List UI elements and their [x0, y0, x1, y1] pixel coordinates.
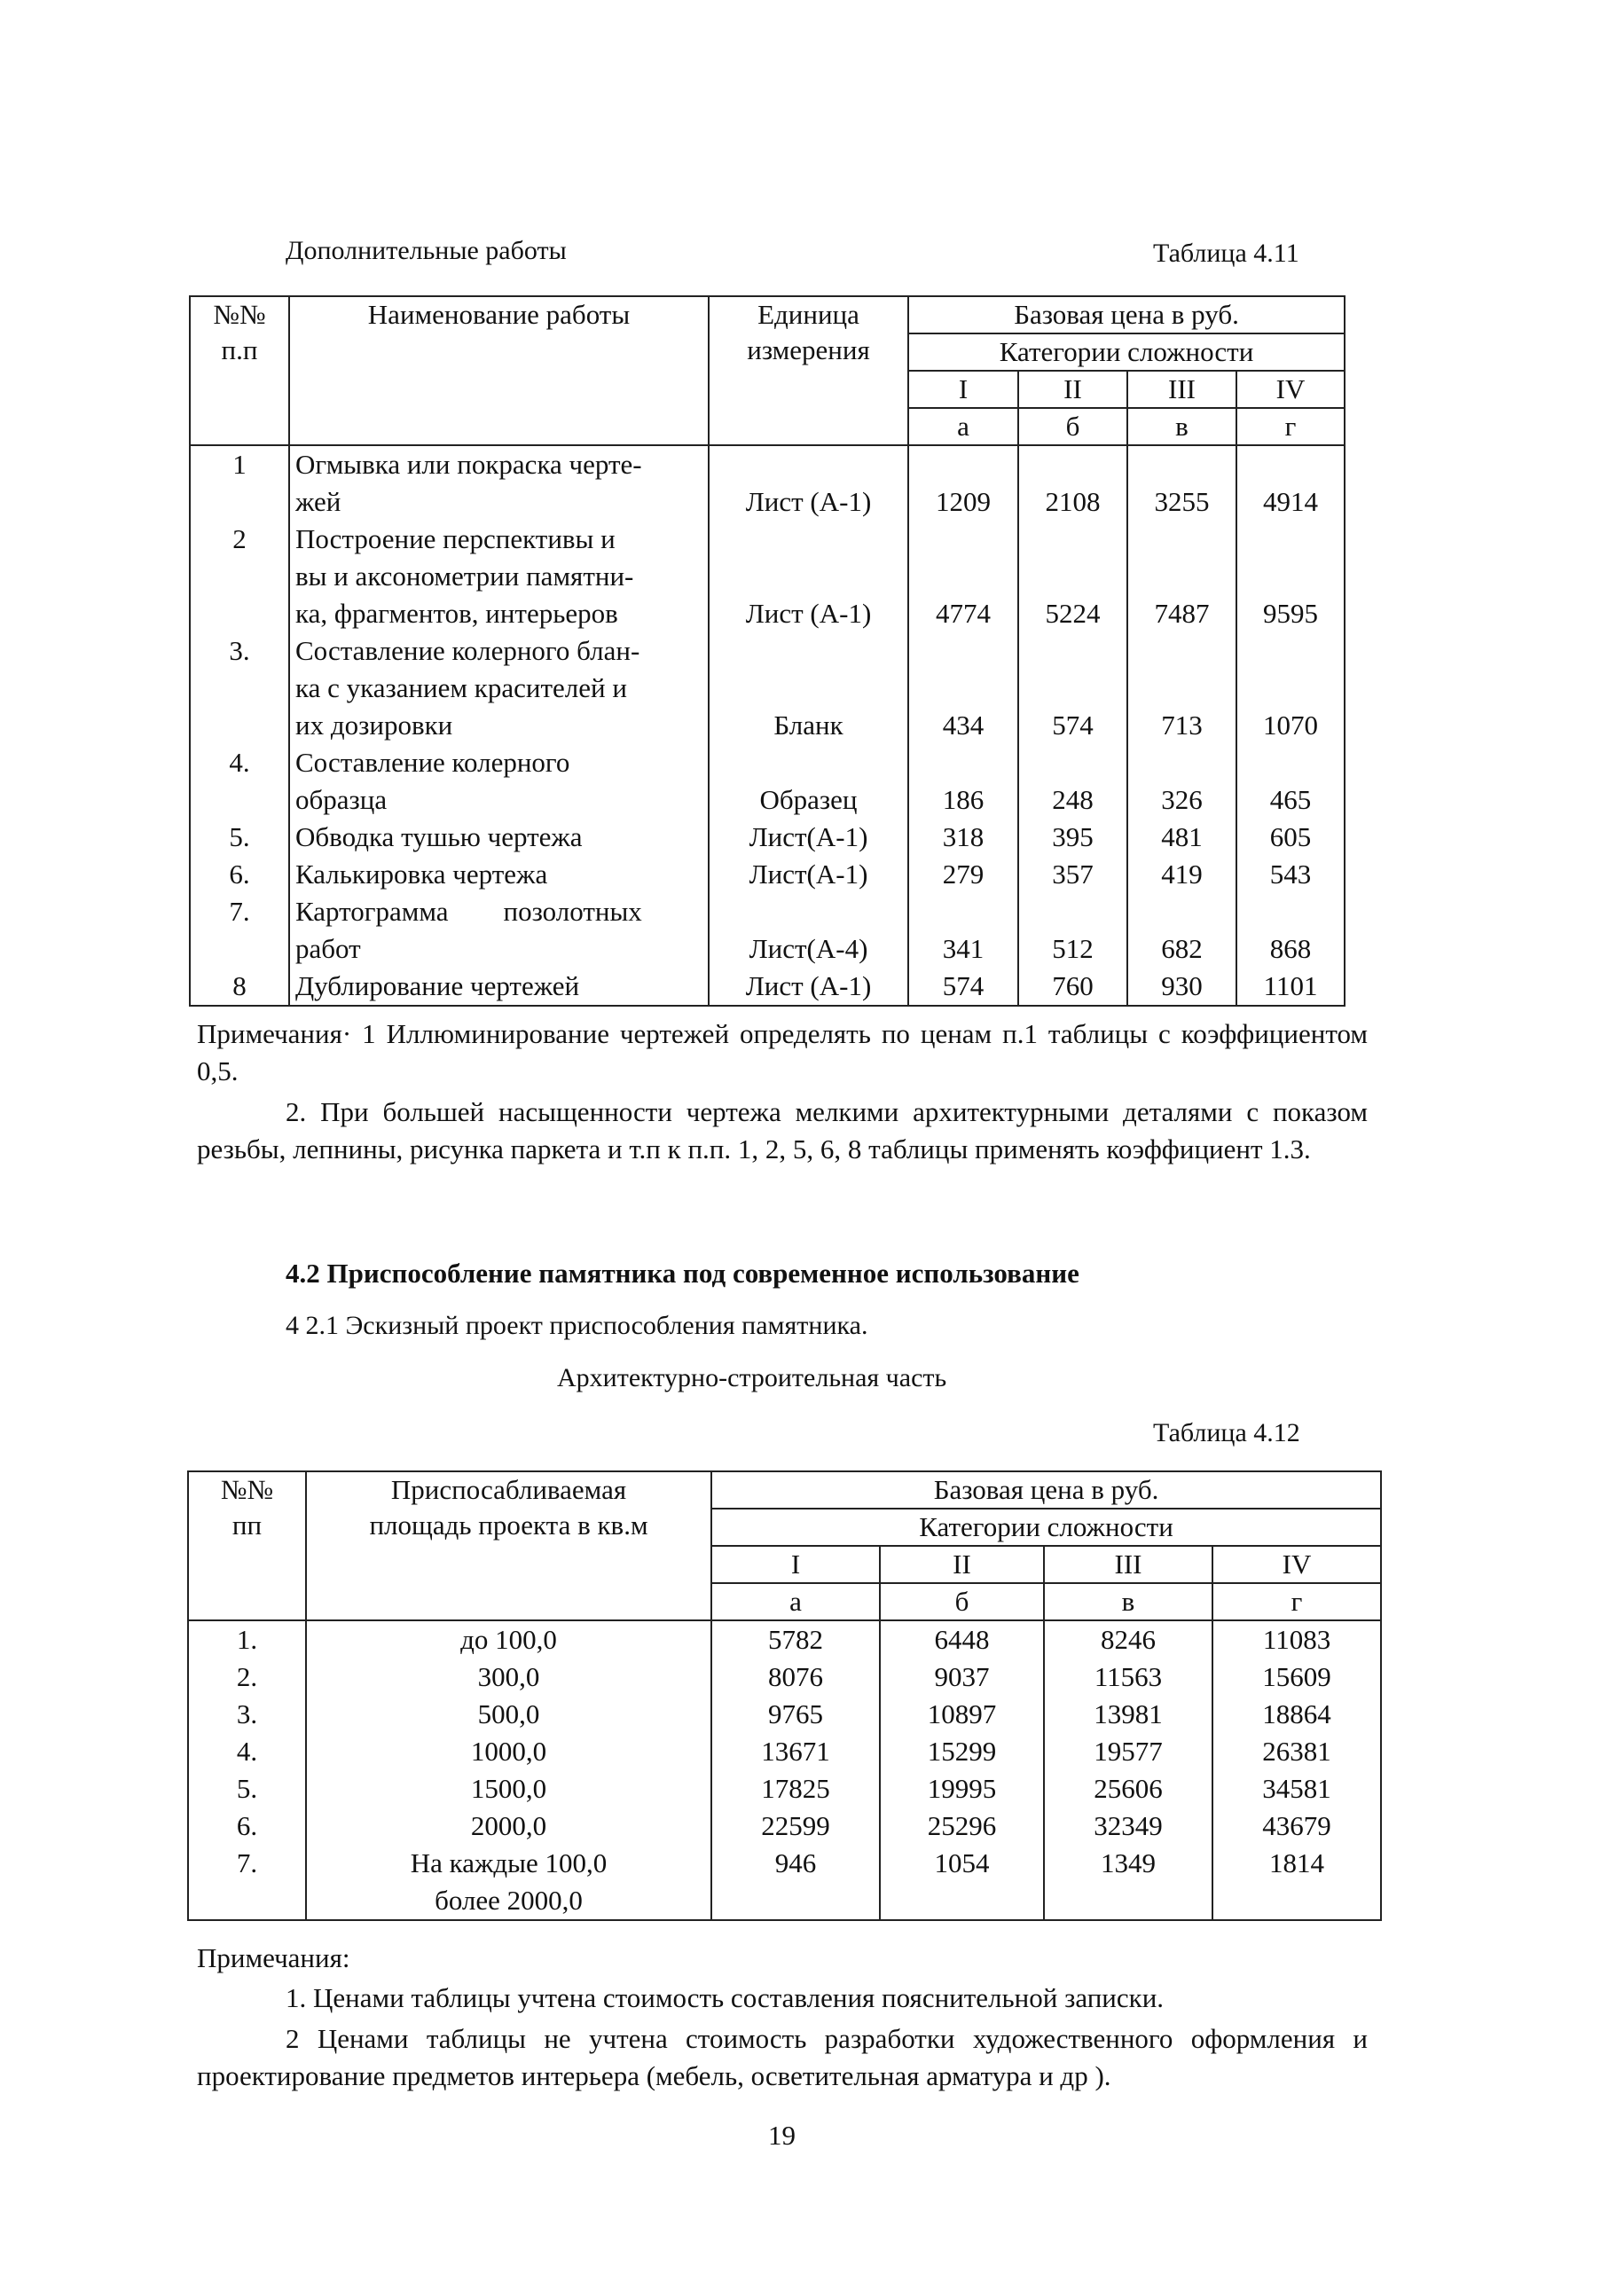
row-value-1: 946 [711, 1845, 880, 1920]
section-heading: 4.2 Приспособление памятника под современное использование [286, 1258, 1079, 1289]
row-number: 2. [188, 1658, 306, 1696]
table-4-11-title: Дополнительные работы [286, 236, 567, 265]
table-4-11-note-1: Примечания· 1 Иллюминирование чертежей определять по ценам п.1 таблицы с коэффициентом 0,5. [197, 1018, 1368, 1086]
row-number: 4. [188, 1733, 306, 1770]
row-unit: Лист (А-1) [709, 968, 908, 1006]
row-value-1: 279 [908, 856, 1018, 893]
header-category-1: I [711, 1546, 880, 1583]
row-name-line: работ [295, 933, 361, 964]
table-row [190, 819, 1345, 856]
row-value-1: 1209 [908, 445, 1018, 521]
table-4-11 [189, 295, 1345, 1007]
row-value-2: 248 [1018, 744, 1127, 819]
row-area-line: более 2000,0 [435, 1885, 583, 1916]
table-4-11-label: Таблица 4.11 [1153, 239, 1299, 268]
header-unit: Единица измерения [709, 296, 908, 445]
row-area [306, 1658, 711, 1696]
row-area [306, 1770, 711, 1807]
row-name [289, 744, 709, 819]
row-name-line: Картограмма позолотных [295, 896, 642, 927]
row-value-1: 13671 [711, 1733, 880, 1770]
row-name [289, 856, 709, 893]
row-area-line: На каждые 100,0 [410, 1847, 608, 1878]
row-number: 3. [190, 632, 289, 744]
row-value-3: 13981 [1044, 1696, 1212, 1733]
row-value-4: 868 [1236, 893, 1345, 968]
row-value-2: 574 [1018, 632, 1127, 744]
row-value-2: 1054 [880, 1845, 1044, 1920]
header-letter-3: в [1127, 408, 1236, 445]
table-row [190, 521, 1345, 632]
row-value-3: 7487 [1127, 521, 1236, 632]
table-4-12-notes-title: Примечания: [197, 1942, 350, 1973]
header-area: Приспосабливаемая площадь проекта в кв.м [306, 1471, 711, 1620]
row-area [306, 1807, 711, 1845]
header-num-2: №№ пп [188, 1471, 306, 1620]
row-value-1: 574 [908, 968, 1018, 1006]
table-row [190, 744, 1345, 819]
row-value-2: 9037 [880, 1658, 1044, 1696]
row-number: 5. [188, 1770, 306, 1807]
row-name-line: образца [295, 784, 388, 815]
row-number: 7. [188, 1845, 306, 1920]
row-area-line: 1500,0 [470, 1773, 547, 1804]
row-number: 8 [190, 968, 289, 1006]
row-value-4: 34581 [1212, 1770, 1381, 1807]
row-area [306, 1696, 711, 1733]
row-name [289, 632, 709, 744]
row-value-4: 1070 [1236, 632, 1345, 744]
row-area [306, 1620, 711, 1658]
row-area [306, 1845, 711, 1920]
row-unit: Образец [709, 744, 908, 819]
row-value-4: 543 [1236, 856, 1345, 893]
table-row [190, 968, 1345, 1006]
row-name [289, 893, 709, 968]
row-number: 5. [190, 819, 289, 856]
row-value-4: 1101 [1236, 968, 1345, 1006]
header-category-3: III [1044, 1546, 1212, 1583]
table-row [188, 1658, 1381, 1696]
row-number: 7. [190, 893, 289, 968]
row-area-line: 500,0 [477, 1698, 540, 1729]
row-number: 1 [190, 445, 289, 521]
row-number: 1. [188, 1620, 306, 1658]
row-unit: Лист (А-1) [709, 521, 908, 632]
table-4-12-label: Таблица 4.12 [1153, 1418, 1300, 1447]
row-name-line: Калькировка чертежа [295, 859, 548, 890]
header-category-2: II [880, 1546, 1044, 1583]
table-row [190, 856, 1345, 893]
table-row [190, 632, 1345, 744]
row-value-1: 434 [908, 632, 1018, 744]
row-value-2: 6448 [880, 1620, 1044, 1658]
row-area-line: 1000,0 [470, 1736, 547, 1767]
header-num: №№ п.п [190, 296, 289, 445]
header-letter-1: а [711, 1583, 880, 1620]
row-value-3: 3255 [1127, 445, 1236, 521]
header-letter-4: г [1212, 1583, 1381, 1620]
row-number: 6. [190, 856, 289, 893]
section-part: Архитектурно-строительная часть [557, 1363, 947, 1392]
row-value-4: 1814 [1212, 1845, 1381, 1920]
row-value-1: 186 [908, 744, 1018, 819]
table-row [188, 1733, 1381, 1770]
row-area-line: 300,0 [477, 1661, 540, 1692]
row-value-3: 11563 [1044, 1658, 1212, 1696]
row-unit: Лист(А-4) [709, 893, 908, 968]
header-letter-1: а [908, 408, 1018, 445]
row-name [289, 521, 709, 632]
row-name-line: вы и аксонометрии памятни- [295, 561, 634, 592]
row-value-4: 605 [1236, 819, 1345, 856]
table-row [188, 1696, 1381, 1733]
header-base-price: Базовая цена в руб. [908, 296, 1345, 333]
table-row [188, 1845, 1381, 1920]
table-4-12-note-1: 1. Ценами таблицы учтена стоимость составления пояснительной записки. [286, 1982, 1165, 2013]
row-value-3: 481 [1127, 819, 1236, 856]
page-number: 19 [768, 2120, 796, 2151]
row-value-2: 2108 [1018, 445, 1127, 521]
row-value-4: 18864 [1212, 1696, 1381, 1733]
header-category-4: IV [1212, 1546, 1381, 1583]
row-number: 6. [188, 1807, 306, 1845]
row-value-4: 11083 [1212, 1620, 1381, 1658]
row-unit: Лист (А-1) [709, 445, 908, 521]
row-value-1: 341 [908, 893, 1018, 968]
row-value-1: 17825 [711, 1770, 880, 1807]
row-name-line: Огмывка или покраска черте- [295, 449, 642, 480]
table-4-12 [187, 1470, 1382, 1921]
row-unit: Лист(А-1) [709, 819, 908, 856]
row-value-2: 5224 [1018, 521, 1127, 632]
row-name-line: Обводка тушью чертежа [295, 821, 583, 852]
row-number: 3. [188, 1696, 306, 1733]
row-value-3: 19577 [1044, 1733, 1212, 1770]
row-value-4: 9595 [1236, 521, 1345, 632]
header-categories: Категории сложности [908, 333, 1345, 371]
row-area [306, 1733, 711, 1770]
row-value-4: 26381 [1212, 1733, 1381, 1770]
row-number: 4. [190, 744, 289, 819]
table-row [188, 1807, 1381, 1845]
row-name-line: Построение перспективы и [295, 523, 616, 554]
table-row [190, 445, 1345, 521]
row-value-1: 9765 [711, 1696, 880, 1733]
header-letter-4: г [1236, 408, 1345, 445]
header-name: Наименование работы [289, 296, 709, 445]
row-value-3: 326 [1127, 744, 1236, 819]
row-value-3: 32349 [1044, 1807, 1212, 1845]
row-value-1: 22599 [711, 1807, 880, 1845]
header-category-3: III [1127, 371, 1236, 408]
table-4-12-note-2: 2 Ценами таблицы не учтена стоимость разработки художественного оформления и проектирование предметов интерьера (мебель, осветительная арматура и др ). [197, 2023, 1368, 2091]
row-value-2: 10897 [880, 1696, 1044, 1733]
row-value-1: 4774 [908, 521, 1018, 632]
header-letter-2: б [880, 1583, 1044, 1620]
row-value-2: 760 [1018, 968, 1127, 1006]
row-unit: Лист(А-1) [709, 856, 908, 893]
row-value-3: 1349 [1044, 1845, 1212, 1920]
row-name-line: Составление колерного [295, 747, 570, 778]
row-value-1: 5782 [711, 1620, 880, 1658]
row-value-2: 357 [1018, 856, 1127, 893]
section-subheading: 4 2.1 Эскизный проект приспособления памятника. [286, 1311, 868, 1340]
row-area-line: до 100,0 [460, 1624, 557, 1655]
row-name-line: Составление колерного блан- [295, 635, 640, 666]
row-name-line: жей [295, 486, 341, 517]
header-category-1: I [908, 371, 1018, 408]
header-letter-3: в [1044, 1583, 1212, 1620]
row-value-4: 43679 [1212, 1807, 1381, 1845]
header-category-2: II [1018, 371, 1127, 408]
header-letter-2: б [1018, 408, 1127, 445]
row-value-3: 682 [1127, 893, 1236, 968]
table-row [190, 893, 1345, 968]
row-name-line: ка с указанием красителей и [295, 672, 627, 703]
row-unit: Бланк [709, 632, 908, 744]
row-name [289, 968, 709, 1006]
row-value-2: 15299 [880, 1733, 1044, 1770]
row-value-4: 15609 [1212, 1658, 1381, 1696]
row-name-line: ка, фрагментов, интерьеров [295, 598, 618, 629]
row-value-2: 395 [1018, 819, 1127, 856]
row-name [289, 445, 709, 521]
row-value-3: 8246 [1044, 1620, 1212, 1658]
row-value-3: 25606 [1044, 1770, 1212, 1807]
table-4-11-note-2: 2. При большей насыщенности чертежа мелкими архитектурными деталями с показом резьбы, лепнины, рисунка паркета и т.п к п.п. 1, 2, 5, 6, 8 таблицы применять коэффициент 1.3. [197, 1096, 1368, 1164]
row-value-3: 419 [1127, 856, 1236, 893]
row-name-line: Дублирование чертежей [295, 970, 580, 1001]
row-area-line: 2000,0 [470, 1810, 547, 1841]
row-value-4: 465 [1236, 744, 1345, 819]
header-base-price-2: Базовая цена в руб. [711, 1471, 1381, 1509]
row-value-3: 713 [1127, 632, 1236, 744]
row-value-2: 25296 [880, 1807, 1044, 1845]
table-row [188, 1620, 1381, 1658]
row-value-1: 318 [908, 819, 1018, 856]
row-number: 2 [190, 521, 289, 632]
row-value-2: 512 [1018, 893, 1127, 968]
row-value-2: 19995 [880, 1770, 1044, 1807]
header-category-4: IV [1236, 371, 1345, 408]
row-value-4: 4914 [1236, 445, 1345, 521]
row-value-1: 8076 [711, 1658, 880, 1696]
header-categories-2: Категории сложности [711, 1509, 1381, 1546]
table-row [188, 1770, 1381, 1807]
row-value-3: 930 [1127, 968, 1236, 1006]
row-name-line: их дозировки [295, 710, 453, 741]
row-name [289, 819, 709, 856]
